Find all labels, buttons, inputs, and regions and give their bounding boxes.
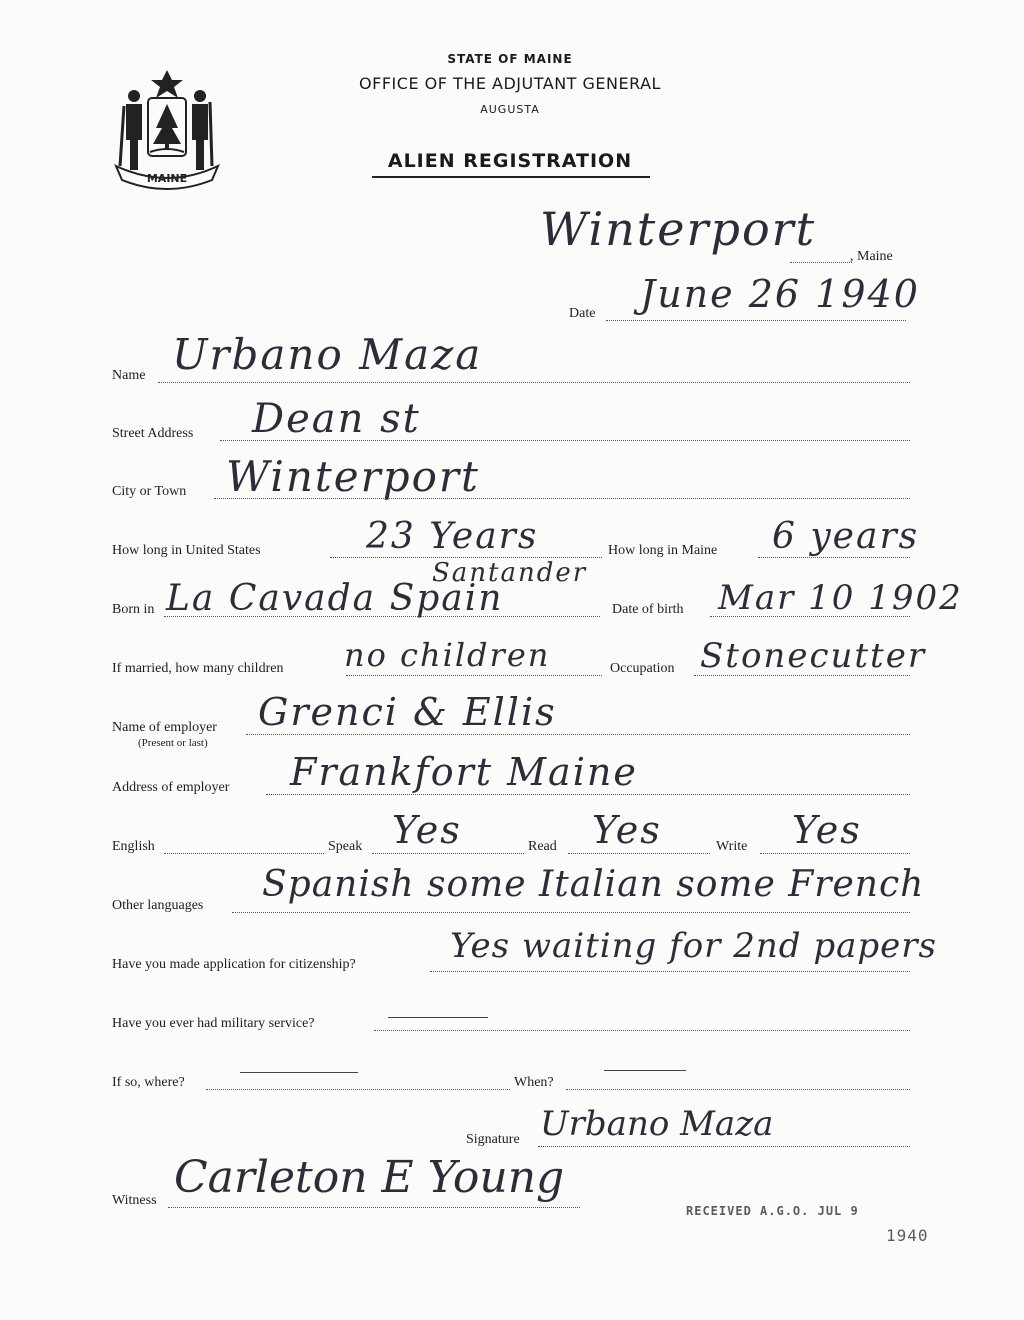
occupation-value: Stonecutter bbox=[700, 636, 927, 676]
occupation-label: Occupation bbox=[610, 661, 675, 676]
where-label: If so, where? bbox=[112, 1075, 185, 1090]
military-line bbox=[374, 1030, 910, 1031]
state-seal-icon bbox=[112, 66, 222, 194]
years-us-label: How long in United States bbox=[112, 543, 261, 558]
form-title: ALIEN REGISTRATION bbox=[387, 150, 633, 172]
state-heading: STATE OF MAINE bbox=[447, 52, 573, 66]
english-label: English bbox=[112, 839, 155, 854]
seal-text: MAINE bbox=[146, 172, 188, 185]
years-maine-value: 6 years bbox=[772, 516, 920, 557]
children-value: no children bbox=[344, 636, 551, 674]
born-region-value: Santander bbox=[432, 558, 588, 588]
years-maine-line bbox=[758, 557, 910, 558]
city-heading: AUGUSTA bbox=[480, 103, 540, 116]
city-value: Winterport bbox=[226, 452, 480, 501]
born-value: La Cavada Spain bbox=[166, 578, 504, 619]
children-line bbox=[346, 675, 602, 676]
dob-value: Mar 10 1902 bbox=[718, 578, 963, 618]
military-label: Have you ever had military service? bbox=[112, 1016, 315, 1031]
date-value: June 26 1940 bbox=[640, 272, 920, 316]
speak-line bbox=[372, 853, 524, 854]
speak-value: Yes bbox=[392, 808, 462, 852]
received-stamp-year: 1940 bbox=[886, 1226, 929, 1245]
employer-address-line bbox=[266, 794, 910, 795]
witness-value: Carleton E Young bbox=[174, 1152, 565, 1203]
witness-label: Witness bbox=[112, 1193, 157, 1208]
maine-suffix: , Maine bbox=[850, 249, 893, 264]
write-line bbox=[760, 853, 910, 854]
years-maine-label: How long in Maine bbox=[608, 543, 718, 558]
received-stamp: RECEIVED A.G.O. JUL 9 bbox=[686, 1204, 859, 1218]
employer-address-value: Frankfort Maine bbox=[290, 750, 638, 794]
write-label: Write bbox=[716, 839, 748, 854]
signature-value: Urbano Maza bbox=[540, 1104, 774, 1144]
town-line bbox=[790, 262, 852, 263]
read-line bbox=[568, 853, 710, 854]
other-languages-value: Spanish some Italian some French bbox=[262, 864, 925, 905]
where-line bbox=[206, 1089, 510, 1090]
citizenship-label: Have you made application for citizenship? bbox=[112, 957, 356, 972]
speak-label: Speak bbox=[328, 839, 363, 854]
witness-line bbox=[168, 1207, 580, 1208]
where-dash bbox=[240, 1072, 358, 1073]
other-languages-label: Other languages bbox=[112, 898, 204, 913]
when-label: When? bbox=[514, 1075, 554, 1090]
years-us-value: 23 Years bbox=[366, 516, 539, 557]
children-label: If married, how many children bbox=[112, 661, 284, 676]
born-label: Born in bbox=[112, 602, 155, 617]
write-value: Yes bbox=[792, 808, 862, 852]
street-label: Street Address bbox=[112, 426, 194, 441]
signature-label: Signature bbox=[466, 1132, 520, 1147]
date-line bbox=[606, 320, 906, 321]
employer-line bbox=[246, 734, 910, 735]
title-underline bbox=[372, 176, 650, 178]
when-dash bbox=[604, 1070, 686, 1071]
office-heading: OFFICE OF THE ADJUTANT GENERAL bbox=[359, 74, 661, 93]
employer-value: Grenci & Ellis bbox=[258, 690, 557, 734]
other-languages-line bbox=[232, 912, 910, 913]
read-label: Read bbox=[528, 839, 557, 854]
citizenship-value: Yes waiting for 2nd papers bbox=[450, 926, 937, 966]
name-value: Urbano Maza bbox=[172, 330, 483, 379]
city-label: City or Town bbox=[112, 484, 187, 499]
signature-line bbox=[538, 1146, 910, 1147]
name-label: Name bbox=[112, 368, 146, 383]
town-value: Winterport bbox=[540, 202, 817, 256]
employer-sublabel: (Present or last) bbox=[138, 737, 208, 749]
employer-label: Name of employer bbox=[112, 720, 217, 735]
date-label: Date bbox=[569, 306, 596, 321]
when-line bbox=[566, 1089, 910, 1090]
english-line bbox=[164, 853, 324, 854]
name-line bbox=[158, 382, 910, 383]
employer-address-label: Address of employer bbox=[112, 780, 230, 795]
dob-label: Date of birth bbox=[612, 602, 684, 617]
military-dash bbox=[388, 1017, 488, 1018]
read-value: Yes bbox=[592, 808, 662, 852]
citizenship-line bbox=[430, 971, 910, 972]
street-value: Dean st bbox=[252, 396, 421, 442]
